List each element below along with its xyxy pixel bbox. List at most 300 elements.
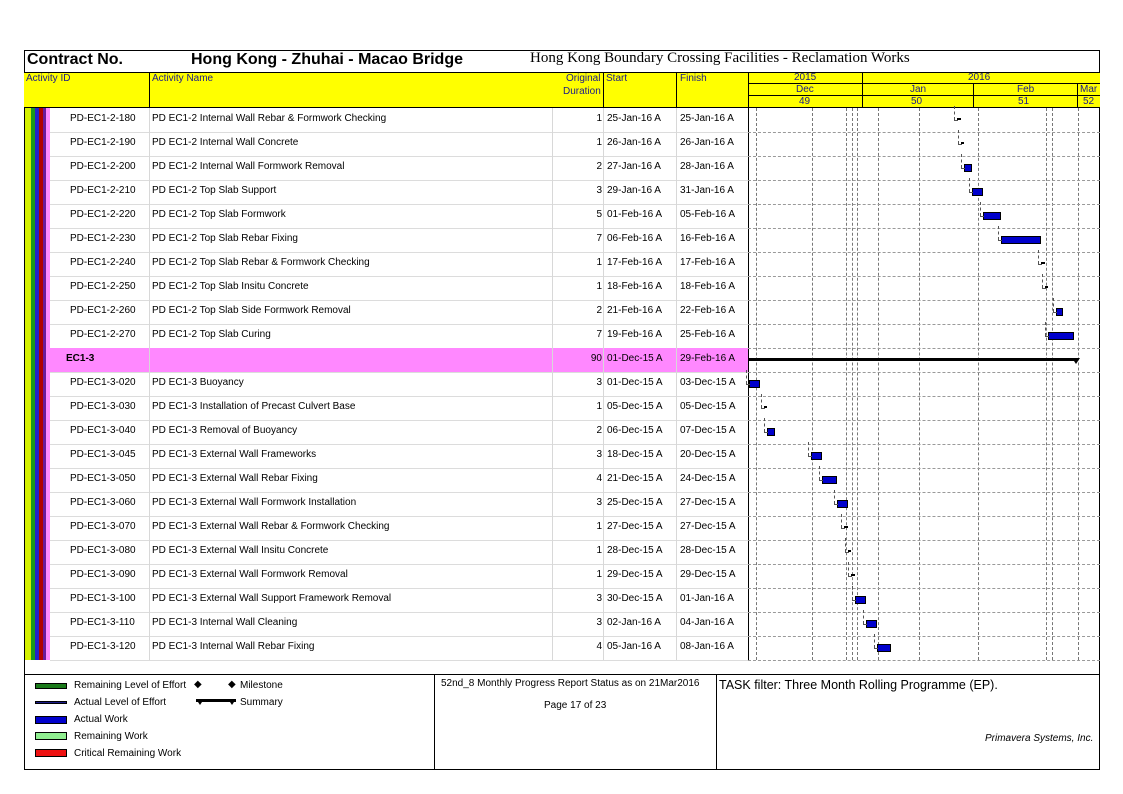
column-separator <box>149 372 150 396</box>
dependency-line <box>845 538 846 552</box>
start-date: 28-Dec-15 A <box>607 545 663 556</box>
original-duration: 7 <box>596 233 602 244</box>
column-separator <box>603 252 604 276</box>
original-duration: 1 <box>596 569 602 580</box>
finish-date: 24-Dec-15 A <box>680 473 736 484</box>
column-separator <box>149 204 150 228</box>
column-separator <box>603 180 604 204</box>
original-duration: 3 <box>596 497 602 508</box>
start-date: 18-Feb-16 A <box>607 281 663 292</box>
start-date: 17-Feb-16 A <box>607 257 663 268</box>
column-separator <box>149 300 150 324</box>
activity-id: PD-EC1-3-040 <box>70 425 136 436</box>
dependency-line <box>1042 288 1046 289</box>
column-separator <box>603 324 604 348</box>
legend-actual-work: Actual Work <box>74 714 128 725</box>
start-date: 05-Dec-15 A <box>607 401 663 412</box>
finish-date: 31-Jan-16 A <box>680 185 734 196</box>
dependency-line <box>808 442 809 456</box>
column-separator <box>603 492 604 516</box>
activity-id: PD-EC1-2-240 <box>70 257 136 268</box>
activity-name: PD EC1-2 Internal Wall Formwork Removal <box>152 161 345 172</box>
column-separator <box>149 180 150 204</box>
start-date: 21-Dec-15 A <box>607 473 663 484</box>
gantt-row-divider <box>748 468 1100 469</box>
actual-work-bar[interactable] <box>822 476 837 484</box>
original-duration: 3 <box>596 593 602 604</box>
finish-date: 05-Dec-15 A <box>680 401 736 412</box>
activity-id: PD-EC1-3-045 <box>70 449 136 460</box>
summary-bar[interactable] <box>749 358 1077 361</box>
gantt-gridline <box>1078 108 1079 660</box>
dependency-line <box>874 634 875 648</box>
dependency-line <box>848 576 852 577</box>
table-row[interactable] <box>24 300 748 324</box>
original-duration: 1 <box>596 401 602 412</box>
actual-work-bar[interactable] <box>877 644 892 652</box>
finish-date: 26-Jan-16 A <box>680 137 734 148</box>
original-duration: 2 <box>596 425 602 436</box>
activity-name: PD EC1-3 Internal Wall Rebar Fixing <box>152 641 315 652</box>
dependency-line <box>841 528 845 529</box>
start-date: 01-Feb-16 A <box>607 209 663 220</box>
column-separator <box>676 324 677 348</box>
column-separator <box>603 132 604 156</box>
activity-id: PD-EC1-2-200 <box>70 161 136 172</box>
finish-date: 28-Dec-15 A <box>680 545 736 556</box>
milestone-icon: ◆ <box>228 679 236 690</box>
column-separator <box>552 588 553 612</box>
original-duration: 1 <box>596 113 602 124</box>
milestone-icon: ◆ <box>194 679 202 690</box>
legend-summary: Summary <box>240 697 283 708</box>
column-separator <box>149 516 150 540</box>
table-row[interactable] <box>24 420 748 444</box>
table-row[interactable] <box>24 492 748 516</box>
activity-id: PD-EC1-2-220 <box>70 209 136 220</box>
gantt-row-divider <box>748 636 1100 637</box>
column-separator <box>149 636 150 660</box>
column-separator <box>603 204 604 228</box>
table-row[interactable] <box>24 636 748 660</box>
table-row[interactable] <box>24 252 748 276</box>
original-duration: 7 <box>596 329 602 340</box>
column-separator <box>603 420 604 444</box>
gantt-row-divider <box>748 228 1100 229</box>
column-separator <box>552 444 553 468</box>
column-separator <box>603 372 604 396</box>
activity-id: PD-EC1-3-030 <box>70 401 136 412</box>
dependency-line <box>1045 336 1049 337</box>
actual-work-bar[interactable] <box>1056 308 1063 316</box>
activity-name: PD EC1-2 Top Slab Formwork <box>152 209 286 220</box>
start-date: 21-Feb-16 A <box>607 305 663 316</box>
ts-month: Mar <box>1080 84 1098 95</box>
activity-name: PD EC1-3 External Wall Support Framework Removal <box>152 593 392 604</box>
finish-date: 17-Feb-16 A <box>680 257 736 268</box>
column-separator <box>603 156 604 180</box>
dependency-line <box>1053 312 1057 313</box>
column-separator <box>149 396 150 420</box>
activity-name: PD EC1-2 Top Slab Rebar Fixing <box>152 233 298 244</box>
gantt-gridline <box>846 108 847 660</box>
original-duration: 3 <box>596 449 602 460</box>
ts-year-sep <box>862 72 863 83</box>
gantt-left-border <box>748 72 749 660</box>
start-date: 05-Jan-16 A <box>607 641 661 652</box>
dependency-line <box>1038 250 1039 264</box>
ts-month-sep <box>973 83 974 108</box>
actual-work-bar[interactable] <box>983 212 1001 220</box>
dependency-line <box>961 154 962 168</box>
activity-name: PD EC1-3 External Wall Rebar & Formwork Checking <box>152 521 390 532</box>
dependency-line <box>1042 274 1043 288</box>
original-duration: 3 <box>596 617 602 628</box>
column-separator <box>552 276 553 300</box>
activity-id: PD-EC1-3-110 <box>70 617 135 628</box>
original-duration: 1 <box>596 137 602 148</box>
gantt-row-divider <box>748 492 1100 493</box>
activity-id: PD-EC1-2-230 <box>70 233 136 244</box>
hdr-sep <box>149 72 150 108</box>
gantt-row-divider <box>748 324 1100 325</box>
table-row[interactable] <box>24 516 748 540</box>
start-date: 27-Jan-16 A <box>607 161 661 172</box>
finish-date: 29-Dec-15 A <box>680 569 736 580</box>
original-duration: 90 <box>590 353 602 364</box>
legend-remaining-loe-swatch <box>35 683 67 689</box>
column-separator <box>603 300 604 324</box>
column-separator <box>149 492 150 516</box>
column-separator <box>676 372 677 396</box>
activity-name: PD EC1-3 Buoyancy <box>152 377 244 388</box>
dependency-line <box>1045 322 1046 336</box>
dependency-line <box>834 504 838 505</box>
activity-id: PD-EC1-3-020 <box>70 377 136 388</box>
table-row[interactable] <box>24 180 748 204</box>
column-separator <box>603 468 604 492</box>
finish-date: 04-Jan-16 A <box>680 617 734 628</box>
legend-remaining-work: Remaining Work <box>74 731 148 742</box>
column-separator <box>149 612 150 636</box>
finish-date: 28-Jan-16 A <box>680 161 734 172</box>
table-row[interactable] <box>24 396 748 420</box>
actual-work-bar[interactable] <box>972 188 983 196</box>
dependency-line <box>998 240 1002 241</box>
gantt-row-divider <box>748 204 1100 205</box>
start-date: 18-Dec-15 A <box>607 449 663 460</box>
dependency-line <box>1038 264 1042 265</box>
ts-month: Jan <box>910 84 927 95</box>
finish-date: 25-Feb-16 A <box>680 329 736 340</box>
activity-name: PD EC1-2 Internal Wall Rebar & Formwork Checking <box>152 113 387 124</box>
column-separator <box>149 276 150 300</box>
ts-month-sep <box>862 83 863 108</box>
table-row[interactable] <box>24 132 748 156</box>
column-separator <box>149 324 150 348</box>
column-separator <box>676 204 677 228</box>
dependency-line <box>848 562 849 576</box>
ts-month: Dec <box>796 84 814 95</box>
hdr-sep <box>603 72 604 108</box>
start-date: 30-Dec-15 A <box>607 593 663 604</box>
gantt-row-divider <box>748 276 1100 277</box>
dependency-line <box>874 648 878 649</box>
ts-week: 50 <box>911 96 923 107</box>
finish-date: 03-Dec-15 A <box>680 377 736 388</box>
column-separator <box>149 132 150 156</box>
ts-week: 52 <box>1083 96 1095 107</box>
column-separator <box>552 396 553 420</box>
column-separator <box>552 516 553 540</box>
column-separator <box>603 396 604 420</box>
dependency-line <box>852 586 853 600</box>
activity-name: PD EC1-2 Top Slab Side Formwork Removal <box>152 305 351 316</box>
original-duration: 1 <box>596 545 602 556</box>
column-separator <box>552 300 553 324</box>
gantt-row-divider <box>748 252 1100 253</box>
start-date: 19-Feb-16 A <box>607 329 663 340</box>
finish-date: 18-Feb-16 A <box>680 281 736 292</box>
activity-name: PD EC1-3 External Wall Formwork Installation <box>152 497 357 508</box>
legend-milestone: Milestone <box>240 680 283 691</box>
table-row[interactable] <box>24 156 748 180</box>
column-separator <box>552 468 553 492</box>
dependency-line <box>954 106 955 120</box>
column-separator <box>603 276 604 300</box>
column-separator <box>552 636 553 660</box>
table-row[interactable] <box>24 540 748 564</box>
column-separator <box>552 156 553 180</box>
table-row[interactable] <box>24 276 748 300</box>
table-row[interactable] <box>24 204 748 228</box>
finish-date: 29-Feb-16 A <box>680 353 736 364</box>
gantt-gridline <box>852 108 853 660</box>
column-separator <box>603 588 604 612</box>
table-row[interactable] <box>24 468 748 492</box>
table-row[interactable] <box>24 228 748 252</box>
column-separator <box>603 564 604 588</box>
column-separator <box>676 276 677 300</box>
gantt-row-divider <box>748 348 1100 349</box>
finish-date: 27-Dec-15 A <box>680 521 736 532</box>
activity-id: PD-EC1-2-180 <box>70 113 136 124</box>
table-row[interactable] <box>24 324 748 348</box>
column-separator <box>149 588 150 612</box>
col-duration-1[interactable]: Original <box>566 73 601 84</box>
dependency-line <box>852 600 856 601</box>
gantt-gridline <box>857 108 858 660</box>
activity-id: PD-EC1-3-080 <box>70 545 136 556</box>
column-separator <box>603 348 604 372</box>
activity-id: PD-EC1-3-050 <box>70 473 136 484</box>
start-date: 02-Jan-16 A <box>607 617 661 628</box>
legend-remaining-loe: Remaining Level of Effort <box>74 680 187 691</box>
column-separator <box>149 468 150 492</box>
dependency-line <box>746 384 750 385</box>
gantt-row-divider <box>748 588 1100 589</box>
summary-end-marker <box>1072 358 1080 364</box>
hdr-sep <box>676 72 677 108</box>
task-filter: TASK filter: Three Month Rolling Programme (EP). <box>719 678 998 692</box>
column-separator <box>149 156 150 180</box>
dependency-line <box>808 456 812 457</box>
col-finish[interactable]: Finish <box>680 73 707 84</box>
actual-work-bar[interactable] <box>964 164 971 172</box>
table-row[interactable] <box>24 444 748 468</box>
column-separator <box>676 636 677 660</box>
column-separator <box>552 564 553 588</box>
finish-date: 08-Jan-16 A <box>680 641 734 652</box>
contract-label: Contract No. <box>27 51 123 68</box>
column-separator <box>676 420 677 444</box>
dependency-line <box>845 552 849 553</box>
col-duration-2[interactable]: Duration <box>563 86 601 97</box>
dependency-line <box>746 370 747 384</box>
activity-name: PD EC1-3 External Wall Frameworks <box>152 449 317 460</box>
original-duration: 3 <box>596 185 602 196</box>
original-duration: 1 <box>596 521 602 532</box>
column-separator <box>676 156 677 180</box>
finish-date: 20-Dec-15 A <box>680 449 736 460</box>
activity-name: PD EC1-2 Top Slab Curing <box>152 329 271 340</box>
dependency-line <box>761 408 765 409</box>
start-date: 26-Jan-16 A <box>607 137 661 148</box>
finish-date: 05-Feb-16 A <box>680 209 736 220</box>
legend-critical-swatch <box>35 749 67 757</box>
actual-work-bar[interactable] <box>1001 236 1041 244</box>
activity-name: PD EC1-2 Top Slab Support <box>152 185 277 196</box>
summary-row[interactable] <box>24 348 748 372</box>
dependency-line <box>841 514 842 528</box>
column-separator <box>552 252 553 276</box>
column-separator <box>676 396 677 420</box>
column-separator <box>603 444 604 468</box>
gantt-gridline <box>1052 108 1053 660</box>
dependency-line <box>834 490 835 504</box>
start-date: 25-Jan-16 A <box>607 113 661 124</box>
column-separator <box>603 108 604 132</box>
start-date: 06-Feb-16 A <box>607 233 663 244</box>
column-separator <box>603 540 604 564</box>
dependency-line <box>998 226 999 240</box>
legend-actual-work-swatch <box>35 716 67 724</box>
dependency-line <box>863 610 864 624</box>
actual-work-bar[interactable] <box>855 596 866 604</box>
table-row[interactable] <box>24 612 748 636</box>
gantt-row-divider <box>748 564 1100 565</box>
table-row[interactable] <box>24 372 748 396</box>
finish-date: 07-Dec-15 A <box>680 425 736 436</box>
column-separator <box>676 588 677 612</box>
original-duration: 1 <box>596 281 602 292</box>
dependency-line <box>819 466 820 480</box>
dependency-line <box>961 168 965 169</box>
gantt-row-divider <box>748 612 1100 613</box>
project-subtitle: Hong Kong Boundary Crossing Facilities - Reclamation Works <box>530 50 910 66</box>
activity-name: PD EC1-3 Installation of Precast Culvert Base <box>152 401 356 412</box>
activity-id: PD-EC1-3-070 <box>70 521 136 532</box>
col-start[interactable]: Start <box>606 73 628 84</box>
column-separator <box>149 564 150 588</box>
activity-id: PD-EC1-2-210 <box>70 185 136 196</box>
column-separator <box>603 636 604 660</box>
row-divider <box>50 660 748 661</box>
project-title: Hong Kong - Zhuhai - Macao Bridge <box>191 51 463 68</box>
ts-month: Feb <box>1017 84 1035 95</box>
table-row[interactable] <box>24 588 748 612</box>
column-separator <box>552 228 553 252</box>
column-separator <box>603 612 604 636</box>
start-date: 25-Dec-15 A <box>607 497 663 508</box>
actual-work-bar[interactable] <box>1048 332 1074 340</box>
table-row[interactable] <box>24 564 748 588</box>
column-separator <box>676 300 677 324</box>
column-separator <box>552 324 553 348</box>
column-separator <box>552 348 553 372</box>
gantt-row-divider <box>748 420 1100 421</box>
legend-critical-remaining: Critical Remaining Work <box>74 748 182 759</box>
dependency-line <box>954 120 958 121</box>
summary-icon <box>196 697 236 707</box>
actual-work-bar[interactable] <box>866 620 877 628</box>
activity-name: PD EC1-3 Internal Wall Cleaning <box>152 617 298 628</box>
ts-year: 2016 <box>968 72 991 83</box>
actual-work-bar[interactable] <box>749 380 760 388</box>
actual-work-bar[interactable] <box>767 428 774 436</box>
col-activity-id[interactable]: Activity ID <box>26 73 71 84</box>
actual-work-bar[interactable] <box>811 452 822 460</box>
title-header <box>24 50 1100 72</box>
ts-week: 51 <box>1018 96 1030 107</box>
activity-name: PD EC1-2 Top Slab Insitu Concrete <box>152 281 309 292</box>
gantt-gridline <box>919 108 920 660</box>
original-duration: 3 <box>596 377 602 388</box>
table-row[interactable] <box>24 108 748 132</box>
activity-name: PD EC1-2 Internal Wall Concrete <box>152 137 299 148</box>
gantt-row-divider <box>748 540 1100 541</box>
dependency-line <box>761 394 762 408</box>
column-separator <box>676 516 677 540</box>
column-separator <box>676 612 677 636</box>
column-separator <box>603 516 604 540</box>
gantt-row-divider <box>748 516 1100 517</box>
column-separator <box>149 108 150 132</box>
dependency-line <box>819 480 823 481</box>
start-date: 29-Jan-16 A <box>607 185 661 196</box>
column-separator <box>552 492 553 516</box>
start-date: 06-Dec-15 A <box>607 425 663 436</box>
col-activity-name[interactable]: Activity Name <box>152 73 214 84</box>
start-date: 29-Dec-15 A <box>607 569 663 580</box>
gantt-row-divider <box>748 156 1100 157</box>
activity-id: PD-EC1-2-250 <box>70 281 136 292</box>
dependency-line <box>1053 298 1054 312</box>
column-separator <box>676 348 677 372</box>
start-date: 01-Dec-15 A <box>607 377 663 388</box>
ts-year: 2015 <box>794 72 817 83</box>
column-separator <box>676 252 677 276</box>
column-separator <box>552 180 553 204</box>
actual-work-bar[interactable] <box>837 500 848 508</box>
gantt-gridline <box>878 108 879 660</box>
column-separator <box>149 228 150 252</box>
legend-actual-loe: Actual Level of Effort <box>74 697 167 708</box>
ts-week: 49 <box>799 96 811 107</box>
gantt-gridline <box>812 108 813 660</box>
column-separator <box>676 444 677 468</box>
original-duration: 1 <box>596 257 602 268</box>
